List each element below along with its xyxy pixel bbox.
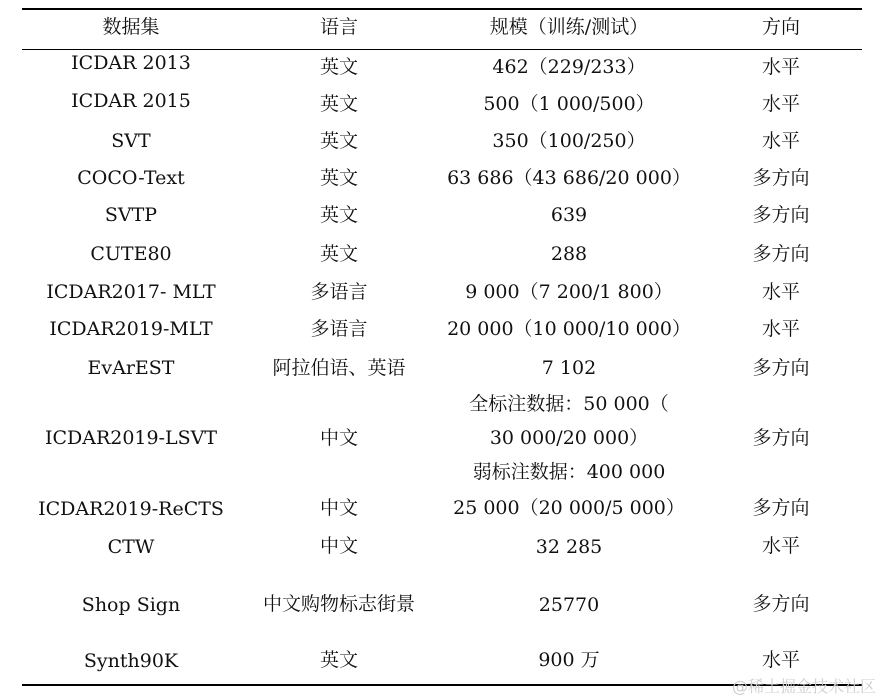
cell-language: 阿拉伯语、英语 xyxy=(272,357,406,379)
watermark: @稀土掘金技术社区 xyxy=(731,677,876,696)
cell-direction: 多方向 xyxy=(752,204,810,226)
header-language: 语言 xyxy=(319,16,359,38)
cell-language: 英文 xyxy=(319,204,359,226)
cell-direction: 多方向 xyxy=(752,243,810,265)
cell-direction: 多方向 xyxy=(752,427,810,449)
header-direction: 方向 xyxy=(761,16,801,38)
cell-scale: 462（229/233） xyxy=(492,56,646,78)
cell-scale: 288 xyxy=(550,243,588,265)
cell-dataset: Synth90K xyxy=(83,650,179,672)
cell-dataset: EvArEST xyxy=(87,357,175,379)
cell-direction: 水平 xyxy=(761,281,801,303)
cell-scale: 25770 xyxy=(538,594,600,616)
cell-scale: 7 102 xyxy=(541,357,597,379)
header-dataset: 数据集 xyxy=(102,16,160,38)
cell-direction: 水平 xyxy=(761,535,801,557)
cell-scale-line: 弱标注数据：400 000 xyxy=(472,461,666,483)
cell-language: 英文 xyxy=(319,56,359,78)
cell-direction: 水平 xyxy=(761,56,801,78)
cell-language: 中文购物标志街景 xyxy=(262,593,416,615)
cell-scale-line: 全标注数据：50 000（ xyxy=(469,393,669,415)
cell-scale: 25 000（20 000/5 000） xyxy=(453,497,685,519)
header-rule xyxy=(22,49,862,50)
cell-direction: 水平 xyxy=(761,649,801,671)
cell-dataset: ICDAR 2013 xyxy=(71,52,191,74)
cell-scale: 900 万 xyxy=(538,649,600,671)
cell-dataset: CTW xyxy=(107,536,155,558)
cell-dataset: ICDAR 2015 xyxy=(71,90,191,112)
cell-language: 英文 xyxy=(319,93,359,115)
cell-language: 中文 xyxy=(319,427,359,449)
cell-direction: 多方向 xyxy=(752,357,810,379)
cell-scale: 9 000（7 200/1 800） xyxy=(465,281,673,303)
top-rule xyxy=(22,8,862,10)
cell-direction: 多方向 xyxy=(752,497,810,519)
cell-direction: 多方向 xyxy=(752,167,810,189)
cell-language: 英文 xyxy=(319,243,359,265)
cell-scale: 500（1 000/500） xyxy=(483,93,655,115)
cell-scale-line: 30 000/20 000） xyxy=(489,427,649,449)
cell-dataset: SVT xyxy=(111,130,151,152)
cell-dataset: ICDAR2017- MLT xyxy=(46,281,216,303)
cell-direction: 水平 xyxy=(761,318,801,340)
cell-scale: 32 285 xyxy=(535,536,603,558)
cell-dataset: ICDAR2019-ReCTS xyxy=(38,498,224,520)
cell-dataset: CUTE80 xyxy=(90,243,172,265)
cell-scale: 63 686（43 686/20 000） xyxy=(447,167,691,189)
cell-scale: 20 000（10 000/10 000） xyxy=(447,318,691,340)
cell-dataset: SVTP xyxy=(104,204,158,226)
cell-scale: 639 xyxy=(550,204,588,226)
cell-direction: 多方向 xyxy=(752,593,810,615)
cell-language: 中文 xyxy=(319,497,359,519)
cell-direction: 水平 xyxy=(761,130,801,152)
cell-scale: 350（100/250） xyxy=(492,130,646,152)
cell-language: 多语言 xyxy=(310,318,368,340)
cell-direction: 水平 xyxy=(761,93,801,115)
cell-language: 英文 xyxy=(319,130,359,152)
cell-language: 中文 xyxy=(319,535,359,557)
cell-language: 多语言 xyxy=(310,281,368,303)
cell-dataset: COCO-Text xyxy=(77,167,185,189)
cell-language: 英文 xyxy=(319,649,359,671)
cell-dataset: ICDAR2019-MLT xyxy=(49,318,213,340)
cell-language: 英文 xyxy=(319,167,359,189)
cell-dataset: ICDAR2019-LSVT xyxy=(44,427,218,449)
cell-dataset: Shop Sign xyxy=(81,594,181,616)
header-scale: 规模（训练/测试） xyxy=(489,16,649,38)
